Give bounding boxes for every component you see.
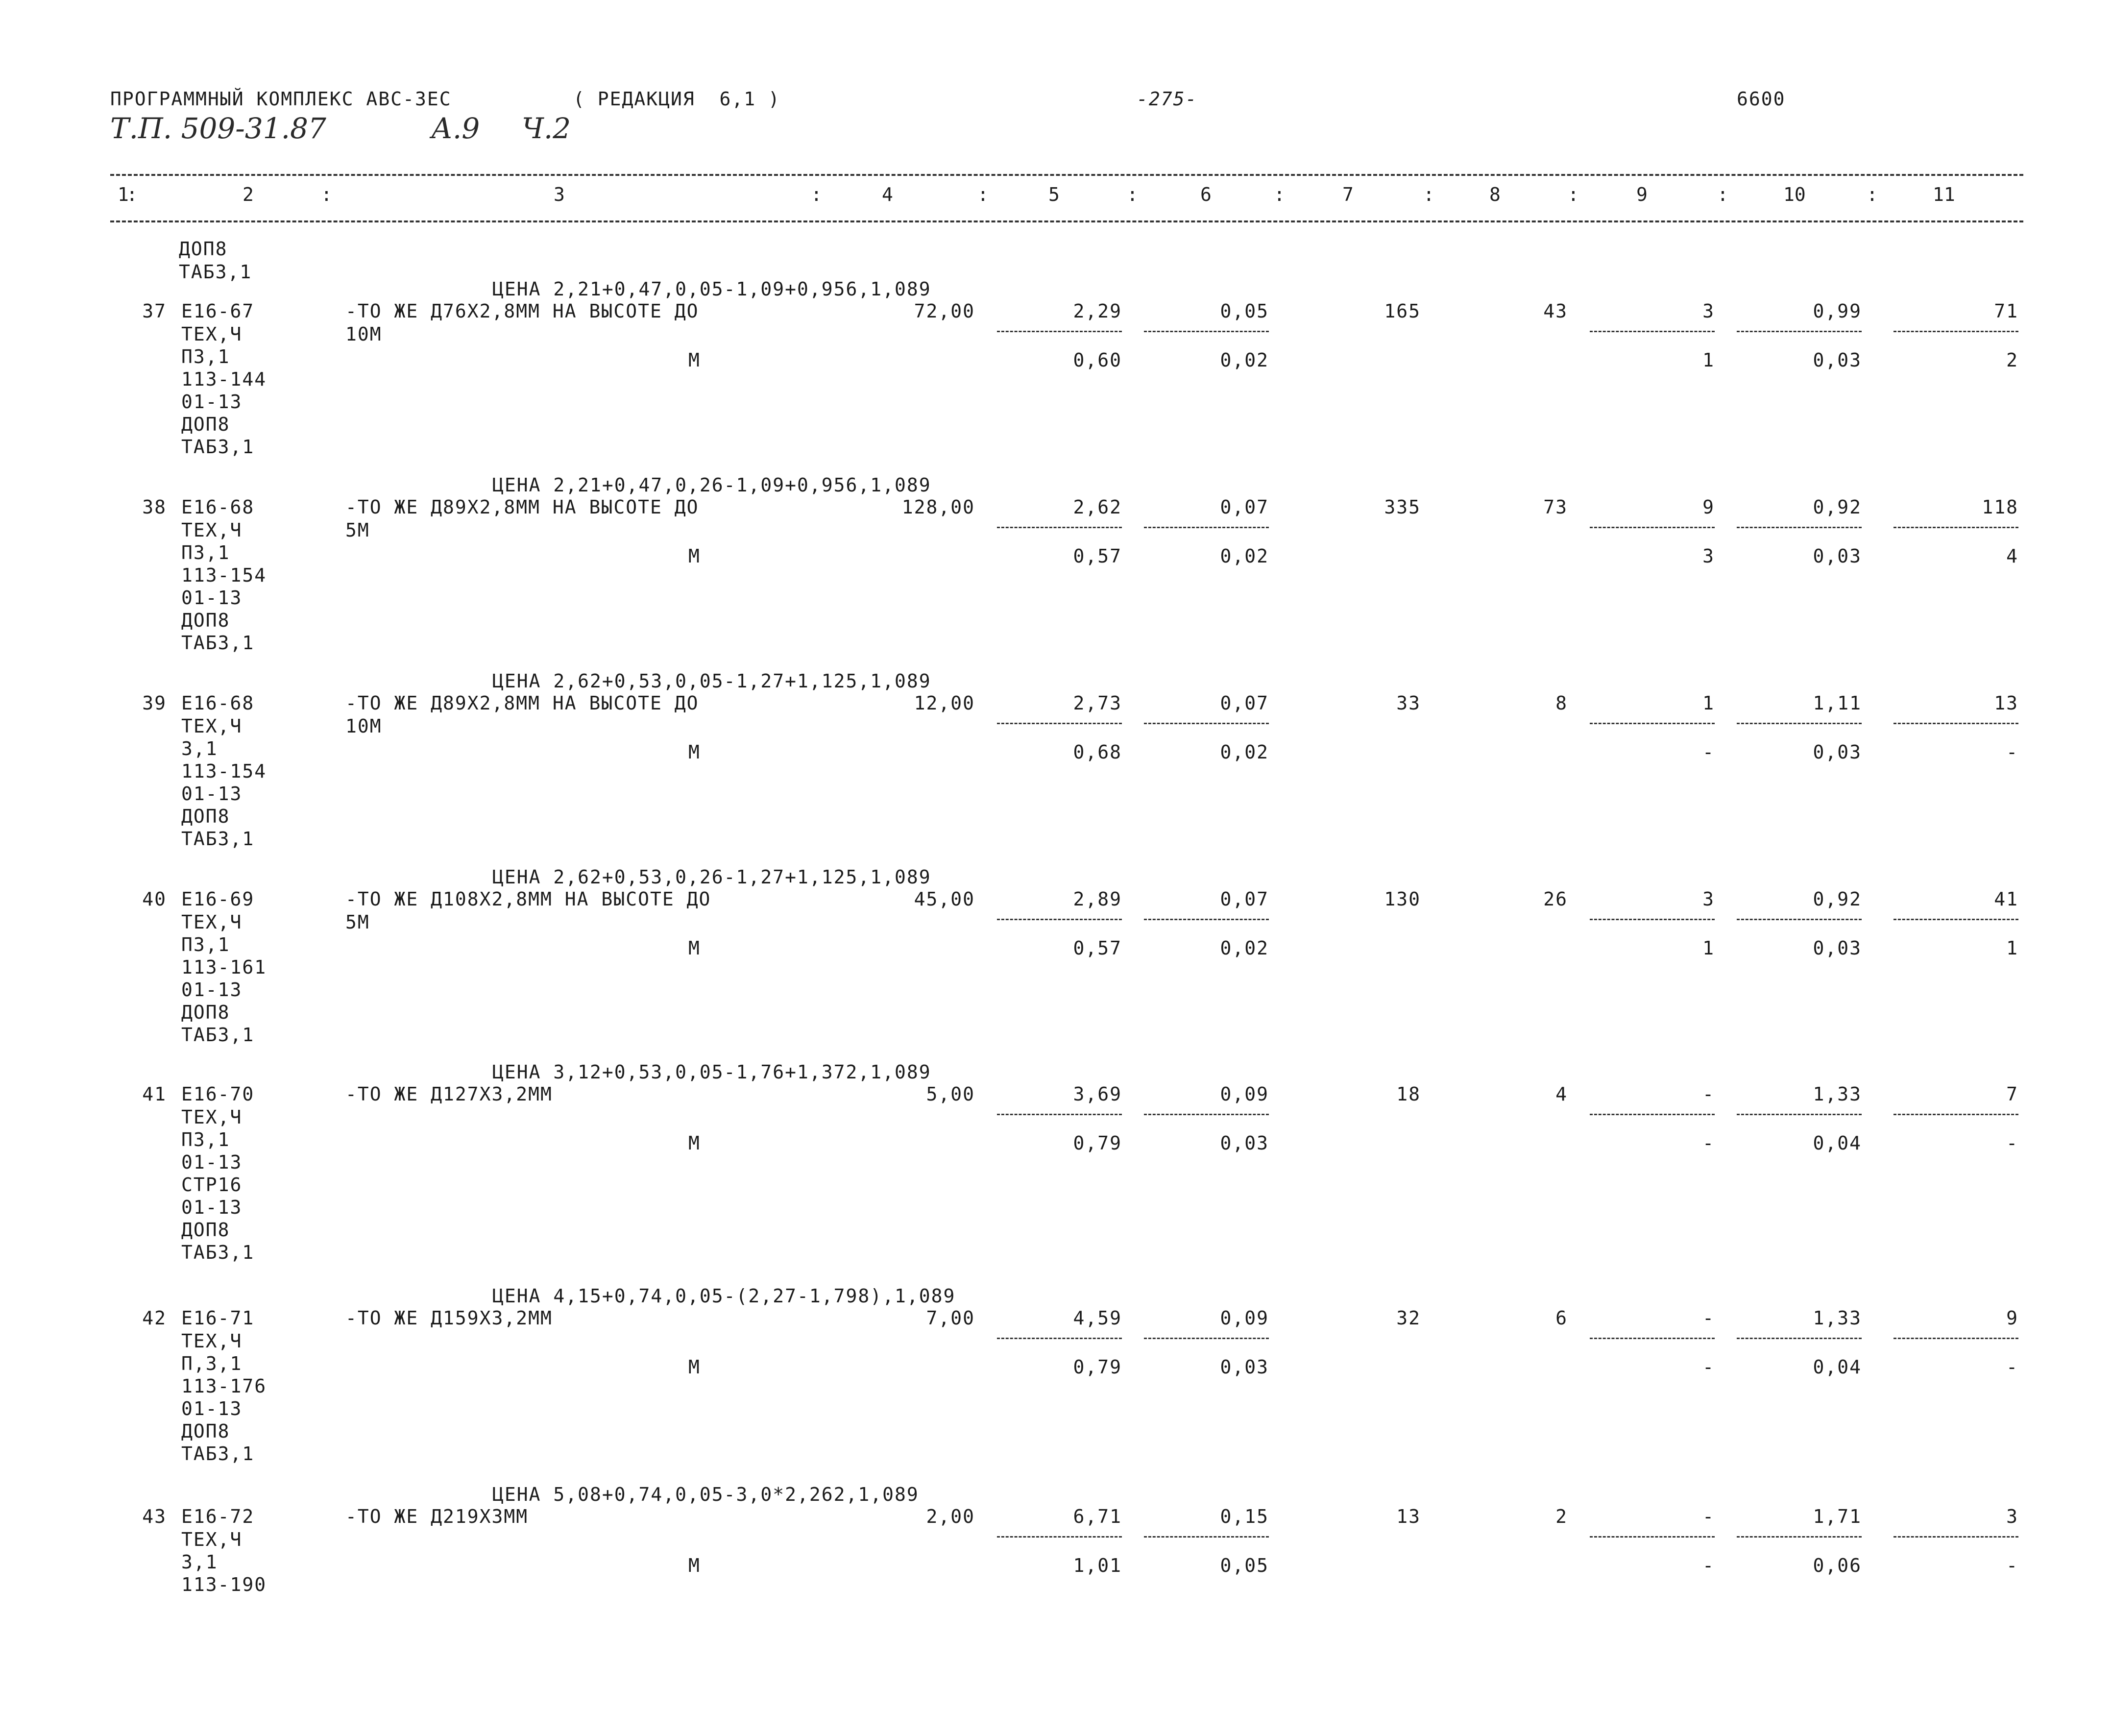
fraction-rule: [1894, 331, 2018, 332]
reference-line: 113-176: [181, 1375, 267, 1397]
col11-value: 3: [2006, 1506, 2018, 1527]
column-separator: :: [1717, 184, 1728, 205]
reference-line: 01-13: [181, 1151, 243, 1173]
quantity: 72,00: [914, 300, 975, 322]
reference-line: ТАБ3,1: [181, 828, 255, 850]
fraction-rule: [997, 723, 1122, 724]
col9-sub-value: -: [1702, 1356, 1715, 1378]
col11-value: 7: [2006, 1083, 2018, 1105]
item-description: -ТО ЖЕ Д127Х3,2ММ: [345, 1083, 553, 1105]
reference-line: ТАБ3,1: [181, 632, 255, 654]
column-header-11: 11: [1933, 184, 1955, 205]
column-separator: :: [977, 184, 989, 205]
col5-value: 2,29: [1073, 300, 1122, 322]
col11-sub-value: 2: [2006, 349, 2018, 371]
row-number: 41: [142, 1083, 167, 1105]
price-formula: ЦЕНА 2,21+0,47,0,05-1,09+0,956,1,089: [492, 278, 931, 300]
col8-value: 26: [1543, 888, 1568, 910]
document-code: 6600: [1737, 88, 1786, 110]
col7-value: 335: [1384, 496, 1421, 518]
col9-sub-value: -: [1702, 1132, 1715, 1154]
col11-sub-value: 4: [2006, 545, 2018, 567]
column-header-6: 6: [1200, 184, 1212, 205]
price-formula: ЦЕНА 2,62+0,53,0,05-1,27+1,125,1,089: [492, 670, 931, 692]
fraction-rule: [997, 527, 1122, 528]
col11-sub-value: -: [2006, 741, 2018, 763]
reference-line: 113-144: [181, 368, 267, 390]
header-bottom-rule: [110, 220, 2023, 222]
col11-value: 9: [2006, 1307, 2018, 1329]
reference-line: ТАБ3,1: [181, 436, 255, 458]
col10-value: 0,92: [1813, 496, 1862, 518]
col10-value: 1,71: [1813, 1506, 1862, 1527]
col10-sub-value: 0,03: [1813, 741, 1862, 763]
fraction-rule: [1737, 1536, 1862, 1538]
col5-value: 6,71: [1073, 1506, 1122, 1527]
col10-value: 1,33: [1813, 1307, 1862, 1329]
rate-code: Е16-67: [181, 300, 255, 322]
reference-line: 01-13: [181, 1398, 243, 1419]
price-formula: ЦЕНА 2,62+0,53,0,26-1,27+1,125,1,089: [492, 866, 931, 888]
column-header-8: 8: [1489, 184, 1501, 205]
col6-value: 0,07: [1220, 496, 1269, 518]
estimate-entry-42: [0, 1286, 2112, 1472]
col9-sub-value: 1: [1702, 349, 1715, 371]
fraction-rule: [1590, 723, 1715, 724]
reference-line: 3,1: [181, 738, 218, 759]
estimate-entry-39: [0, 671, 2112, 857]
column-header-9: 9: [1636, 184, 1648, 205]
col8-value: 73: [1543, 496, 1568, 518]
row-number: 43: [142, 1506, 167, 1527]
col10-sub-value: 0,04: [1813, 1132, 1862, 1154]
reference-line: ТЕХ,Ч: [181, 323, 243, 345]
price-formula: ЦЕНА 2,21+0,47,0,26-1,09+0,956,1,089: [492, 474, 931, 496]
column-separator: :: [321, 184, 332, 205]
col10-value: 0,92: [1813, 888, 1862, 910]
price-formula: ЦЕНА 3,12+0,53,0,05-1,76+1,372,1,089: [492, 1061, 931, 1083]
reference-line: П,3,1: [181, 1353, 243, 1374]
reference-line: 3,1: [181, 1551, 218, 1573]
handwritten-project-number: Т.П. 509-31.87: [110, 112, 326, 145]
col5-value: 3,69: [1073, 1083, 1122, 1105]
col10-sub-value: 0,03: [1813, 545, 1862, 567]
column-header-4: 4: [882, 184, 893, 205]
item-description: -ТО ЖЕ Д76Х2,8ММ НА ВЫСОТЕ ДО: [345, 300, 699, 322]
fraction-rule: [1894, 1536, 2018, 1538]
col6-sub-value: 0,02: [1220, 937, 1269, 959]
fraction-rule: [1590, 1338, 1715, 1339]
col8-value: 6: [1555, 1307, 1568, 1329]
reference-line: 01-13: [181, 391, 243, 413]
col5-sub-value: 0,79: [1073, 1132, 1122, 1154]
reference-line: П3,1: [181, 1129, 230, 1150]
rate-code: Е16-71: [181, 1307, 255, 1329]
estimate-entry-38: [0, 475, 2112, 661]
row-number: 40: [142, 888, 167, 910]
col10-sub-value: 0,04: [1813, 1356, 1862, 1378]
unit-of-measure: М: [688, 1356, 701, 1378]
reference-line: ТАБ3,1: [181, 1443, 255, 1465]
unit-of-measure: М: [688, 1555, 701, 1576]
col7-value: 32: [1396, 1307, 1421, 1329]
column-separators: :: [126, 184, 138, 205]
handwritten-album: А.9: [431, 112, 480, 145]
item-description: -ТО ЖЕ Д108Х2,8ММ НА ВЫСОТЕ ДО: [345, 888, 711, 910]
estimate-entry-40: [0, 867, 2112, 1053]
column-separator: :: [1127, 184, 1138, 205]
col5-sub-value: 0,60: [1073, 349, 1122, 371]
column-header-7: 7: [1342, 184, 1354, 205]
row-number: 42: [142, 1307, 167, 1329]
reference-line: ДОП8: [181, 1219, 230, 1241]
col11-value: 71: [1994, 300, 2018, 322]
rate-code: Е16-72: [181, 1506, 255, 1527]
fraction-rule: [1894, 919, 2018, 920]
fraction-rule: [1894, 1338, 2018, 1339]
col9-value: -: [1702, 1307, 1715, 1329]
reference-line: 113-161: [181, 956, 267, 978]
reference-line: ТЕХ,Ч: [181, 715, 243, 737]
item-description: -ТО ЖЕ Д89Х2,8ММ НА ВЫСОТЕ ДО: [345, 496, 699, 518]
reference-line: ТАБ3,1: [181, 1242, 255, 1263]
col11-sub-value: -: [2006, 1132, 2018, 1154]
fraction-rule: [1590, 527, 1715, 528]
reference-line: ТЕХ,Ч: [181, 1330, 243, 1352]
reference-line: ДОП8: [181, 806, 230, 827]
reference-line: ДОП8: [181, 610, 230, 631]
col6-value: 0,05: [1220, 300, 1269, 322]
estimate-entry-37: [0, 279, 2112, 465]
col5-sub-value: 0,79: [1073, 1356, 1122, 1378]
reference-line: ТЕХ,Ч: [181, 911, 243, 933]
column-separator: :: [1867, 184, 1878, 205]
reference-line: ТАБ3,1: [181, 1024, 255, 1046]
fraction-rule: [1737, 527, 1862, 528]
reference-line: 113-154: [181, 564, 267, 586]
price-formula: ЦЕНА 5,08+0,74,0,05-3,0*2,262,1,089: [492, 1484, 919, 1505]
col8-value: 8: [1555, 692, 1568, 714]
col8-value: 4: [1555, 1083, 1568, 1105]
col6-sub-value: 0,03: [1220, 1356, 1269, 1378]
reference-line: ТЕХ,Ч: [181, 1106, 243, 1128]
fraction-rule: [1144, 527, 1269, 528]
col9-value: 3: [1702, 888, 1715, 910]
reference-line: П3,1: [181, 542, 230, 563]
col10-value: 1,11: [1813, 692, 1862, 714]
reference-line: 01-13: [181, 783, 243, 805]
col5-value: 2,73: [1073, 692, 1122, 714]
fraction-rule: [1894, 1114, 2018, 1115]
item-description-cont: 10М: [345, 715, 382, 737]
reference-line: П3,1: [181, 934, 230, 955]
col11-sub-value: -: [2006, 1555, 2018, 1576]
fraction-rule: [1894, 527, 2018, 528]
column-header-1: 1: [118, 184, 129, 205]
column-separator: :: [1423, 184, 1434, 205]
column-header-2: 2: [243, 184, 254, 205]
fraction-rule: [1590, 1114, 1715, 1115]
col5-sub-value: 0,68: [1073, 741, 1122, 763]
reference-line: 01-13: [181, 979, 243, 1001]
unit-of-measure: М: [688, 937, 701, 959]
quantity: 2,00: [926, 1506, 975, 1527]
reference-line: СТР16: [181, 1174, 243, 1196]
quantity: 5,00: [926, 1083, 975, 1105]
unit-of-measure: М: [688, 741, 701, 763]
reference-line: 113-190: [181, 1574, 267, 1595]
reference-line: 01-13: [181, 587, 243, 609]
fraction-rule: [1590, 919, 1715, 920]
reference-line: ДОП8: [181, 414, 230, 435]
col9-value: 1: [1702, 692, 1715, 714]
column-header-3: 3: [554, 184, 565, 205]
quantity: 128,00: [901, 496, 975, 518]
row-number: 37: [142, 300, 167, 322]
column-header-10: 10: [1783, 184, 1806, 205]
col10-sub-value: 0,03: [1813, 349, 1862, 371]
fraction-rule: [997, 331, 1122, 332]
col9-value: 9: [1702, 496, 1715, 518]
col6-value: 0,09: [1220, 1083, 1269, 1105]
col6-sub-value: 0,03: [1220, 1132, 1269, 1154]
edition-label: ( РЕДАКЦИЯ 6,1 ): [573, 88, 780, 110]
col6-sub-value: 0,05: [1220, 1555, 1269, 1576]
continuation-ref: ТАБ3,1: [179, 261, 252, 283]
fraction-rule: [1144, 1114, 1269, 1115]
col5-value: 2,89: [1073, 888, 1122, 910]
reference-line: 01-13: [181, 1197, 243, 1218]
item-description-cont: 5М: [345, 911, 370, 933]
program-title: ПРОГРАММНЫЙ КОМПЛЕКС АВС-ЗЕС: [110, 88, 452, 110]
fraction-rule: [1590, 1536, 1715, 1538]
col10-value: 1,33: [1813, 1083, 1862, 1105]
rate-code: Е16-68: [181, 496, 255, 518]
col10-sub-value: 0,06: [1813, 1555, 1862, 1576]
quantity: 12,00: [914, 692, 975, 714]
fraction-rule: [1737, 1114, 1862, 1115]
fraction-rule: [1590, 331, 1715, 332]
fraction-rule: [997, 919, 1122, 920]
fraction-rule: [997, 1536, 1122, 1538]
col9-sub-value: 1: [1702, 937, 1715, 959]
col7-value: 13: [1396, 1506, 1421, 1527]
rate-code: Е16-69: [181, 888, 255, 910]
col9-sub-value: 3: [1702, 545, 1715, 567]
estimate-entry-43: [0, 1485, 2112, 1671]
fraction-rule: [1144, 919, 1269, 920]
continuation-ref: ДОП8: [179, 238, 228, 260]
unit-of-measure: М: [688, 1132, 701, 1154]
header-top-rule: [110, 174, 2023, 176]
col9-sub-value: -: [1702, 741, 1715, 763]
reference-line: 113-154: [181, 760, 267, 782]
col10-value: 0,99: [1813, 300, 1862, 322]
column-separator: :: [1274, 184, 1285, 205]
fraction-rule: [1144, 331, 1269, 332]
page-number: -275-: [1137, 88, 1198, 110]
col5-sub-value: 0,57: [1073, 937, 1122, 959]
fraction-rule: [1737, 331, 1862, 332]
col11-value: 41: [1994, 888, 2018, 910]
col6-sub-value: 0,02: [1220, 545, 1269, 567]
item-description-cont: 10М: [345, 323, 382, 345]
quantity: 45,00: [914, 888, 975, 910]
col6-sub-value: 0,02: [1220, 349, 1269, 371]
item-description-cont: 5М: [345, 519, 370, 541]
unit-of-measure: М: [688, 349, 701, 371]
item-description: -ТО ЖЕ Д89Х2,8ММ НА ВЫСОТЕ ДО: [345, 692, 699, 714]
col9-sub-value: -: [1702, 1555, 1715, 1576]
col7-value: 130: [1384, 888, 1421, 910]
fraction-rule: [1144, 1536, 1269, 1538]
fraction-rule: [1737, 919, 1862, 920]
rate-code: Е16-68: [181, 692, 255, 714]
col11-value: 118: [1982, 496, 2018, 518]
reference-line: П3,1: [181, 346, 230, 367]
col9-value: -: [1702, 1083, 1715, 1105]
col6-value: 0,15: [1220, 1506, 1269, 1527]
column-header-5: 5: [1048, 184, 1060, 205]
col7-value: 33: [1396, 692, 1421, 714]
fraction-rule: [997, 1338, 1122, 1339]
col8-value: 2: [1555, 1506, 1568, 1527]
unit-of-measure: М: [688, 545, 701, 567]
fraction-rule: [997, 1114, 1122, 1115]
column-separator: :: [1568, 184, 1579, 205]
column-separator: :: [811, 184, 822, 205]
reference-line: ДОП8: [181, 1002, 230, 1023]
item-description: -ТО ЖЕ Д159Х3,2ММ: [345, 1307, 553, 1329]
col5-value: 2,62: [1073, 496, 1122, 518]
fraction-rule: [1144, 1338, 1269, 1339]
col6-value: 0,07: [1220, 692, 1269, 714]
row-number: 38: [142, 496, 167, 518]
rate-code: Е16-70: [181, 1083, 255, 1105]
col5-sub-value: 0,57: [1073, 545, 1122, 567]
fraction-rule: [1894, 723, 2018, 724]
col5-sub-value: 1,01: [1073, 1555, 1122, 1576]
price-formula: ЦЕНА 4,15+0,74,0,05-(2,27-1,798),1,089: [492, 1285, 956, 1307]
col11-sub-value: -: [2006, 1356, 2018, 1378]
reference-line: ДОП8: [181, 1420, 230, 1442]
col7-value: 165: [1384, 300, 1421, 322]
fraction-rule: [1144, 723, 1269, 724]
row-number: 39: [142, 692, 167, 714]
reference-line: ТЕХ,Ч: [181, 519, 243, 541]
col9-value: 3: [1702, 300, 1715, 322]
col7-value: 18: [1396, 1083, 1421, 1105]
col8-value: 43: [1543, 300, 1568, 322]
item-description: -ТО ЖЕ Д219Х3ММ: [345, 1506, 529, 1527]
col5-value: 4,59: [1073, 1307, 1122, 1329]
col11-sub-value: 1: [2006, 937, 2018, 959]
col6-value: 0,09: [1220, 1307, 1269, 1329]
fraction-rule: [1737, 723, 1862, 724]
col11-value: 13: [1994, 692, 2018, 714]
col6-value: 0,07: [1220, 888, 1269, 910]
col6-sub-value: 0,02: [1220, 741, 1269, 763]
fraction-rule: [1737, 1338, 1862, 1339]
handwritten-part: Ч.2: [522, 112, 571, 145]
col9-value: -: [1702, 1506, 1715, 1527]
reference-line: ТЕХ,Ч: [181, 1529, 243, 1550]
estimate-entry-41: [0, 1061, 2112, 1263]
quantity: 7,00: [926, 1307, 975, 1329]
col10-sub-value: 0,03: [1813, 937, 1862, 959]
